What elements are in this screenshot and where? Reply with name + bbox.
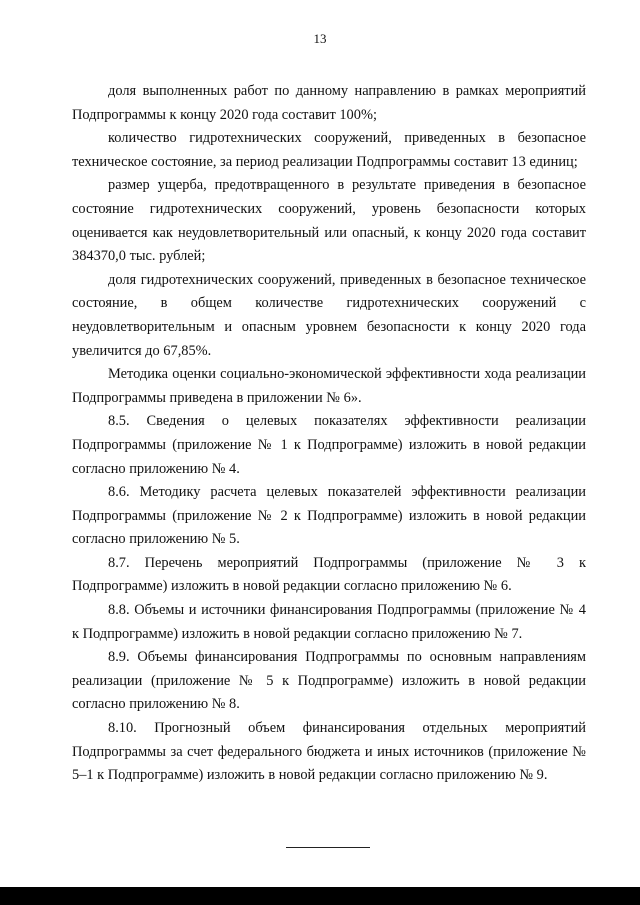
paragraph-8-5: 8.5. Сведения о целевых показателях эффективности реализации Подпрограммы (приложение № 1 к Подпрограмме) изложить в новой редакции согласно приложению № 4.	[72, 413, 586, 477]
document-body	[72, 80, 586, 788]
closing-rule	[286, 847, 370, 848]
paragraph-8-7: 8.7. Перечень мероприятий Подпрограммы (приложение № 3 к Подпрограмме) изложить в новой редакции согласно приложению № 6.	[72, 554, 586, 595]
paragraph-8-8: 8.8. Объемы и источники финансирования Подпрограммы (приложение № 4 к Подпрограмме) изложить в новой редакции согласно приложению № 7.	[72, 602, 586, 642]
paragraph-8-9: 8.9. Объемы финансирования Подпрограммы по основным направлениям реализации (приложение № 5 к Подпрограмме) изложить в новой редакции согласно приложению № 8.	[72, 649, 586, 713]
paragraph-8-10: 8.10. Прогнозный объем финансирования отдельных мероприятий Подпрограммы за счет федерального бюджета и иных источников (приложение № 5–1 к Подпрограмме) изложить в новой редакции согласно приложению № 9.	[72, 720, 586, 784]
page-number: 13	[313, 31, 327, 46]
scan-edge-bar	[0, 887, 640, 905]
paragraph-prevented-damage: размер ущерба, предотвращенного в результате приведения в безопасное состояние гидротехнических сооружений, уровень безопасности которых оценивается как неудовлетворительный или опасный, к концу 2020 года составит 384370,0 тыс. рублей;	[72, 177, 586, 265]
paragraph-methodology: Методика оценки социально-экономической эффективности хода реализации Подпрограммы приведена в приложении № 6».	[72, 366, 586, 406]
paragraph-work-share: доля выполненных работ по данному направлению в рамках мероприятий Подпрограммы к концу 2020 года составит 100%;	[72, 83, 586, 123]
paragraph-structures-share: доля гидротехнических сооружений, приведенных в безопасное техническое состояние, в общем количестве гидротехнических сооружений с неудовлетворительным и опасным уровнем безопасности к концу 2020 года увеличится до 67,85%.	[72, 271, 586, 359]
paragraph-structures-count: количество гидротехнических сооружений, приведенных в безопасное техническое состояние, за период реализации Подпрограммы составит 13 единиц;	[72, 130, 586, 170]
paragraph-8-6: 8.6. Методику расчета целевых показателей эффективности реализации Подпрограммы (приложение № 2 к Подпрограмме) изложить в новой редакции согласно приложению № 5.	[72, 484, 586, 548]
